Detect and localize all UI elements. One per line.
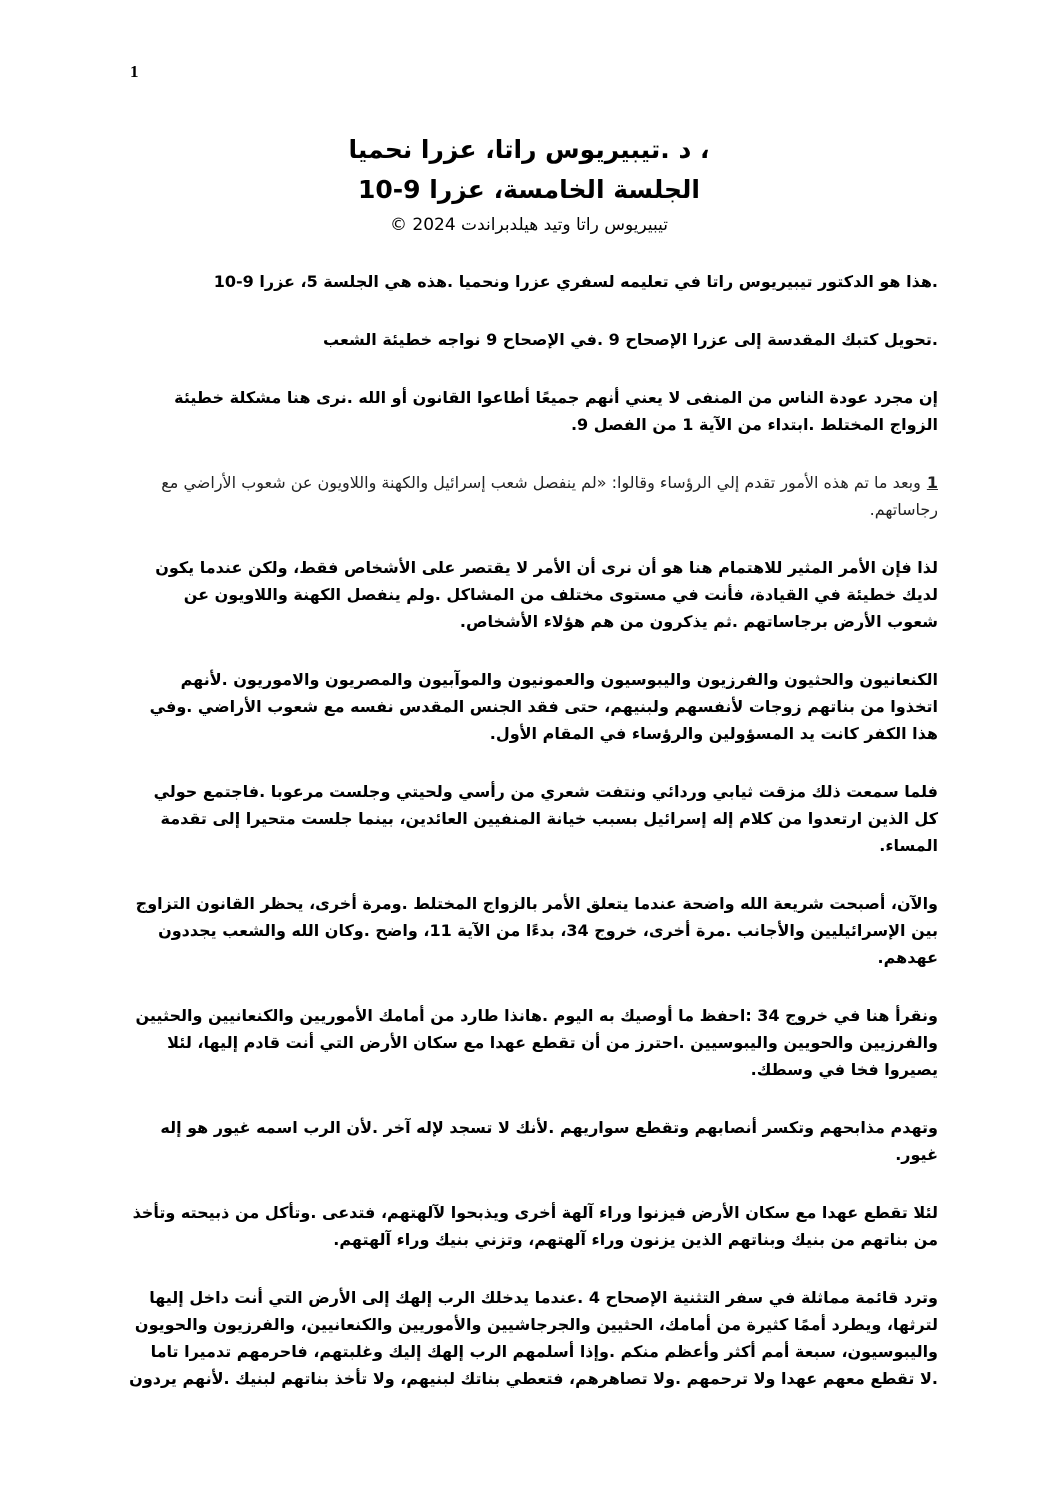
paragraph-6: الكنعانيون والحثيون والفرزيون واليبوسيون والعمونيون والموآبيون والمصريون والاموريون .لأنهم اتخذوا من بناتهم زوجات لأنفسهم ولبنيهم، حتى فقد الجنس المقدس نفسه مع شعوب الأراضي .وفي هذا الكفر كانت يد المسؤولين والرؤساء في المقام الأول. (149, 670, 938, 743)
document-title-line-2: الجلسة الخامسة، عزرا 9-10 (357, 175, 700, 204)
paragraph-12: وترد قائمة مماثلة في سفر التثنية الإصحاح 4 .عندما يدخلك الرب إلهك إلى الأرض التي أنت داخل إليها لترثها، ويطرد أممًا كثيرة من أمامك، الحثيين والجرجاشيين والأموريين والكنعانيين، والفرزيون والحويون واليبوسيون، سبعة أمم أكثر وأعظم منكم .وإذا أسلمهم الرب إلهك إليك وغلبتهم، فاحرمهم تدميرا تاما .لا تقطع معهم عهدا ولا ترحمهم .ولا تصاهرهم، فتعطي بناتك لبنيهم، ولا تأخذ بناتهم لبنيك .لأنهم يردون (129, 1288, 938, 1388)
scripture-text: وبعد ما تم هذه الأمور تقدم إلي الرؤساء وقالوا: «لم ينفصل شعب إسرائيل والكهنة واللاويون عن شعوب الأراضي مع رجاساتهم. (161, 473, 938, 519)
document-title-line-1: ، د .تيبيريوس راتا، عزرا نحميا (348, 135, 710, 164)
paragraph-2: .تحويل كتبك المقدسة إلى عزرا الإصحاح 9 .في الإصحاح 9 نواجه خطيئة الشعب (323, 330, 938, 349)
verse-number: 1 (926, 473, 938, 492)
paragraph-3: إن مجرد عودة الناس من المنفى لا يعني أنهم جميعًا أطاعوا القانون أو الله .نرى هنا مشكلة خطيئة الزواج المختلط .ابتداء من الآية 1 من الفصل 9. (174, 388, 938, 434)
document-header (130, 130, 928, 240)
paragraph-5: لذا فإن الأمر المثير للاهتمام هنا هو أن نرى أن الأمر لا يقتصر على الأشخاص فقط، ولكن عندما يكون لديك خطيئة في القيادة، فأنت في مستوى مختلف من المشاكل .ولم ينفصل الكهنة واللاويون عن شعوب الأرض برجاساتهم .ثم يذكرون من هم هؤلاء الأشخاص. (155, 558, 938, 631)
paragraph-11: لئلا تقطع عهدا مع سكان الأرض فيزنوا وراء آلهة أخرى ويذبحوا لآلهتهم، فتدعى .وتأكل من ذبيحته وتأخذ من بناتهم من بنيك وبناتهم الذين يزنون وراء آلهتهم، وتزني بنيك وراء آلهتهم. (132, 1203, 938, 1249)
paragraph-1: .هذا هو الدكتور تيبيريوس راتا في تعليمه لسفري عزرا ونحميا .هذه هي الجلسة 5، عزرا 9-10 (213, 272, 938, 291)
paragraph-8: والآن، أصبحت شريعة الله واضحة عندما يتعلق الأمر بالزواج المختلط .ومرة أخرى، يحظر القانون التزاوج بين الإسرائيليين والأجانب .مرة أخرى، خروج 34، بدءًا من الآية 11، واضح .وكان الله والشعب يجددون عهدهم. (135, 894, 938, 967)
copyright-line: تيبيريوس راتا وتيد هيلدبراندت 2024 © (389, 215, 669, 235)
paragraph-9: ونقرأ هنا في خروج 34 :احفظ ما أوصيك به اليوم .هانذا طارد من أمامك الأموريين والكنعانيين والحثيين والفرزيين والحويين واليبوسيين .احترز من أن تقطع عهدا مع سكان الأرض التي أنت قادم إليها، لئلا يصيروا فخا في وسطك. (135, 1006, 938, 1079)
paragraph-7: فلما سمعت ذلك مزقت ثيابي وردائي ونتفت شعري من رأسي ولحيتي وجلست مرعوبا .فاجتمع حولي كل الذين ارتعدوا من كلام إله إسرائيل بسبب خيانة المنفيين العائدين، بينما جلست متحيرا إلى تقدمة المساء. (153, 782, 938, 855)
document-body (128, 268, 938, 1423)
page-number: 1 (130, 62, 139, 81)
paragraph-10: وتهدم مذابحهم وتكسر أنصابهم وتقطع سواريهم .لأنك لا تسجد لإله آخر .لأن الرب اسمه غيور هو إله غيور. (160, 1118, 938, 1164)
scripture-quote (128, 469, 938, 523)
